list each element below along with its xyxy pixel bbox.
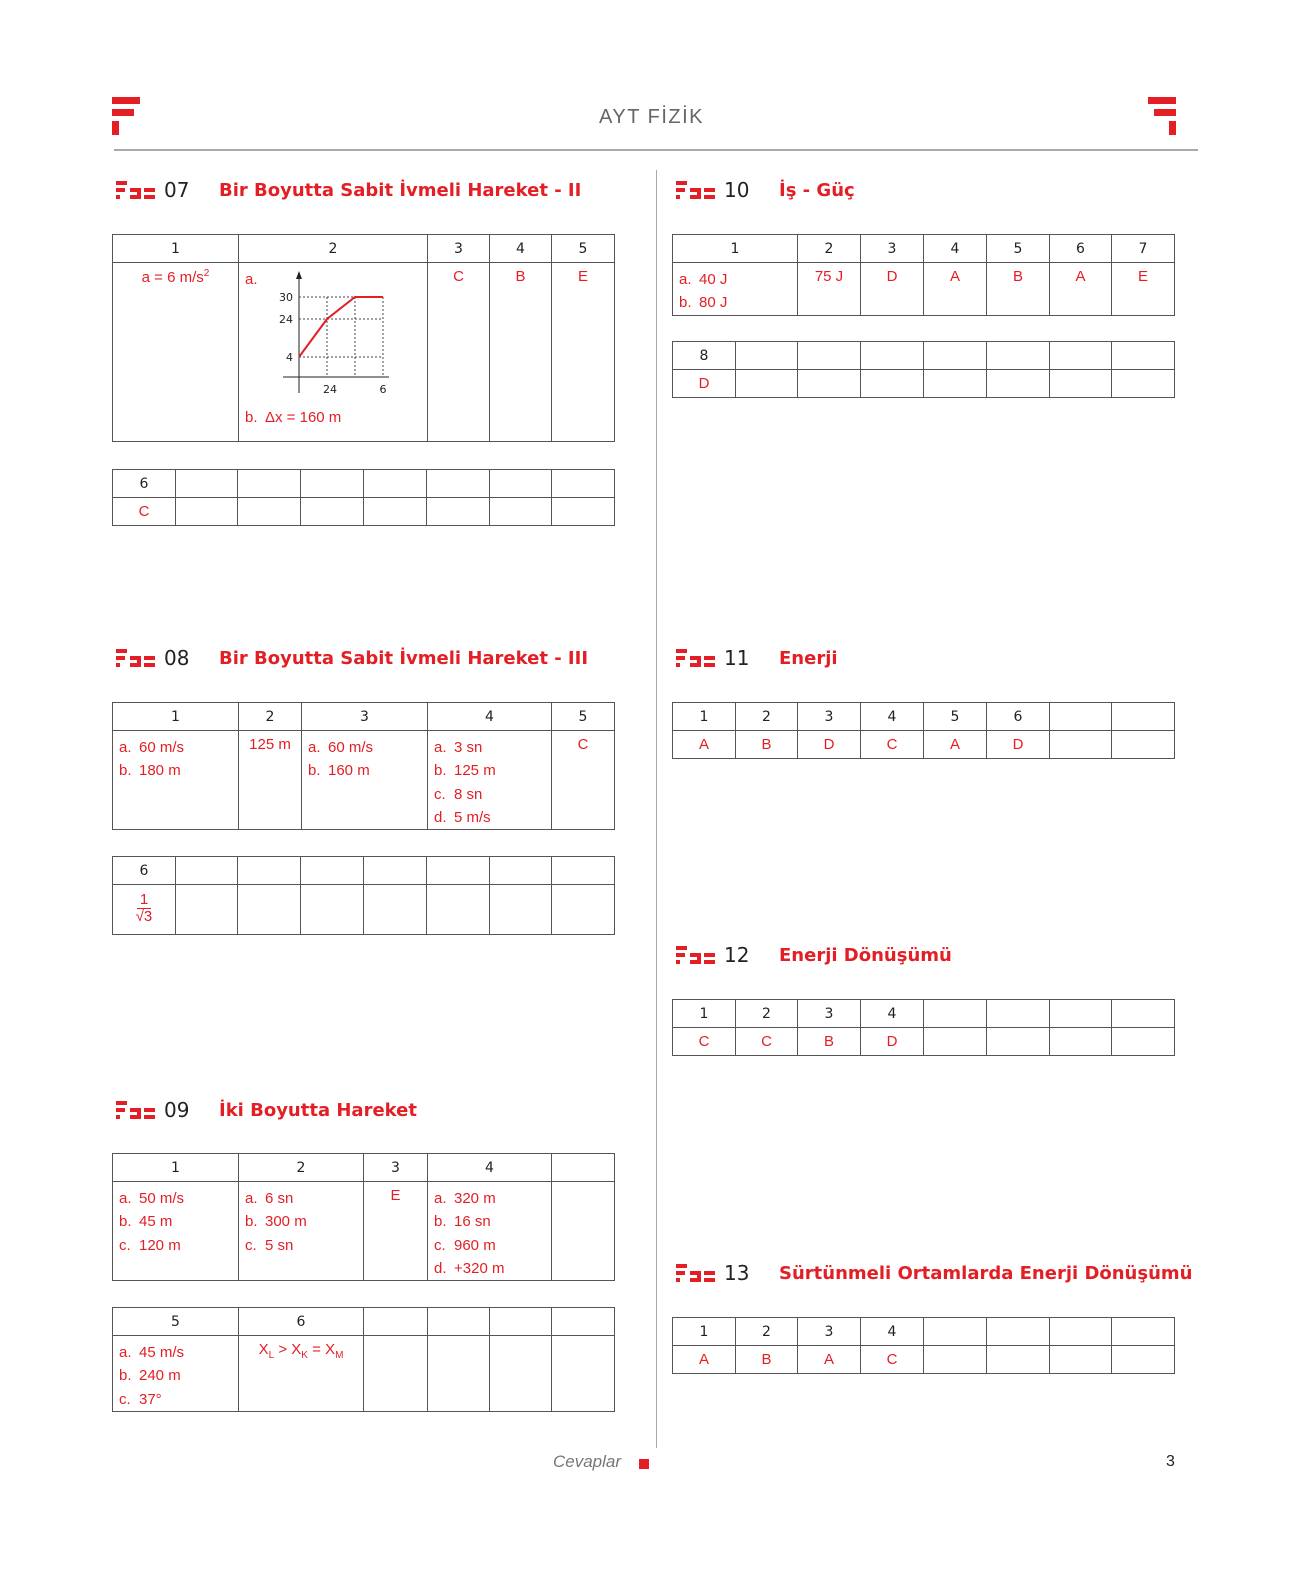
section-title: Enerji (779, 647, 838, 669)
answer-text: 5 sn (265, 1236, 294, 1254)
answer-letter: d. (434, 808, 447, 826)
question-number: 4 (861, 1000, 924, 1028)
answer-table-13 (672, 1317, 1175, 1374)
answer-text: 160 m (328, 762, 370, 780)
answer-cell (428, 1182, 552, 1281)
empty-cell (238, 498, 301, 526)
question-number: 3 (798, 1000, 861, 1028)
section-title: Enerji Dönüşümü (779, 944, 952, 966)
answer-table-08-a (112, 702, 615, 830)
empty-cell (176, 857, 238, 885)
empty-cell (552, 885, 615, 935)
answer-line (679, 268, 797, 291)
empty-cell (301, 857, 364, 885)
faz-logo-icon (676, 649, 716, 667)
question-number: 7 (1112, 235, 1175, 263)
answer-letter: b. (245, 1213, 258, 1231)
answer-letter: a. (434, 739, 447, 756)
answer-text: 37° (139, 1390, 162, 1408)
empty-cell (1112, 1028, 1175, 1056)
empty-cell (736, 342, 798, 370)
answer-line (119, 1234, 238, 1257)
answer-cell (239, 1182, 364, 1281)
empty-cell (428, 1336, 490, 1412)
answer-line (119, 1210, 238, 1233)
empty-cell (364, 857, 427, 885)
formula-var: X (258, 1341, 269, 1358)
answer-text: Δx = 160 m (265, 409, 342, 426)
answer-cell (113, 885, 176, 935)
answer-cell: A (1050, 263, 1112, 316)
answer-cell: D (673, 370, 736, 398)
answer-table-07-a (112, 234, 615, 442)
formula-var: X (325, 1341, 336, 1358)
empty-cell (301, 470, 364, 498)
empty-cell (987, 1346, 1050, 1374)
section-number: 07 (164, 178, 190, 202)
answer-cell: 125 m (239, 731, 302, 830)
faz-logo-icon (676, 181, 716, 199)
right-corner-logo (1148, 97, 1178, 139)
answer-line (434, 783, 551, 806)
empty-cell (924, 342, 987, 370)
question-number: 5 (552, 235, 615, 263)
answer-table-11 (672, 702, 1175, 759)
section-number: 11 (724, 646, 750, 670)
answer-text: 8 sn (454, 785, 483, 803)
answer-letter: b. (434, 762, 447, 780)
section-11-heading (676, 643, 838, 673)
answer-cell (428, 731, 552, 830)
answer-text: 3 sn (454, 739, 483, 756)
section-10-heading (676, 175, 855, 205)
empty-cell (552, 857, 615, 885)
empty-cell (552, 470, 615, 498)
answer-text: 125 m (454, 762, 496, 780)
answer-cell: D (861, 263, 924, 316)
empty-cell (1112, 1346, 1175, 1374)
section-number: 08 (164, 646, 190, 670)
question-number: 2 (239, 235, 428, 263)
question-number: 5 (113, 1308, 239, 1336)
answer-table-10-b (672, 341, 1175, 398)
answer-letter: a. (245, 1190, 258, 1207)
answer-cell: E (552, 263, 615, 442)
footer-label: Cevaplar (553, 1452, 622, 1471)
answer-cell: D (987, 731, 1050, 759)
empty-cell (552, 1154, 615, 1182)
question-number: 5 (924, 703, 987, 731)
answer-cell: C (673, 1028, 736, 1056)
faz-logo-icon (676, 1264, 716, 1282)
empty-cell (1050, 1318, 1112, 1346)
empty-cell (552, 1182, 615, 1281)
question-number: 8 (673, 342, 736, 370)
answer-cell: C (861, 1346, 924, 1374)
answer-cell: D (861, 1028, 924, 1056)
question-number: 4 (861, 703, 924, 731)
answer-text: 320 m (454, 1190, 496, 1207)
answer-table-12 (672, 999, 1175, 1056)
answer-cell: A (673, 1346, 736, 1374)
empty-cell (924, 1318, 987, 1346)
answer-text: 6 sn (265, 1190, 294, 1207)
answer-cell-graph (239, 263, 428, 442)
column-divider (656, 170, 657, 1448)
answer-cell (302, 731, 428, 830)
answer-cell: E (364, 1182, 428, 1281)
empty-cell (301, 498, 364, 526)
faz-logo-icon (116, 1101, 156, 1119)
answer-cell (113, 1182, 239, 1281)
empty-cell (427, 498, 490, 526)
answer-text: 60 m/s (139, 739, 185, 756)
fraction-denominator: √3 (135, 908, 153, 925)
question-number: 2 (798, 235, 861, 263)
empty-cell (238, 857, 301, 885)
answer-table-07-b (112, 469, 615, 526)
answer-text: 5 m/s (454, 808, 491, 826)
answer-line (119, 1187, 238, 1210)
answer-text: 45 m (139, 1213, 173, 1231)
answer-cell: B (987, 263, 1050, 316)
formula-sub: M (335, 1350, 344, 1361)
question-number: 6 (1050, 235, 1112, 263)
section-title: Bir Boyutta Sabit İvmeli Hareket - II (219, 179, 582, 201)
question-number: 1 (113, 235, 239, 263)
answer-line (119, 1388, 238, 1411)
empty-cell (924, 1000, 987, 1028)
empty-cell (1112, 1318, 1175, 1346)
answer-text: 120 m (139, 1236, 181, 1254)
empty-cell (987, 1318, 1050, 1346)
answer-letter: c. (434, 1236, 446, 1254)
graph-y-tick: 30 (279, 291, 293, 304)
answer-line (308, 759, 427, 782)
answer-cell (673, 263, 798, 316)
answer-cell: C (861, 731, 924, 759)
answer-cell: B (736, 1346, 798, 1374)
answer-cell (239, 1336, 364, 1412)
answer-letter: b. (119, 1213, 132, 1231)
section-12-heading (676, 940, 952, 970)
answer-letter: c. (434, 785, 446, 803)
question-number: 1 (673, 235, 798, 263)
answer-letter: b. (119, 1367, 132, 1385)
empty-cell (1050, 703, 1112, 731)
answer-letter: c. (245, 1236, 257, 1254)
answer-line (434, 1210, 551, 1233)
section-09-heading (116, 1095, 417, 1125)
empty-cell (427, 857, 490, 885)
fraction-numerator: 1 (137, 892, 151, 909)
empty-cell (798, 370, 861, 398)
empty-cell (176, 885, 238, 935)
answer-text: 60 m/s (328, 739, 374, 756)
empty-cell (924, 1028, 987, 1056)
formula-op: > (274, 1341, 292, 1358)
answer-letter: a. (119, 1344, 132, 1361)
section-number: 10 (724, 178, 750, 202)
page-number: 3 (1166, 1453, 1175, 1470)
empty-cell (428, 1308, 490, 1336)
answer-letter: b. (308, 762, 321, 780)
answer-line (119, 1341, 238, 1364)
empty-cell (490, 1308, 552, 1336)
question-number: 5 (987, 235, 1050, 263)
question-number: 6 (987, 703, 1050, 731)
answer-line (434, 1257, 551, 1280)
answer-text: 80 J (699, 294, 728, 312)
answer-text: 960 m (454, 1236, 496, 1254)
header-divider (114, 149, 1198, 151)
answer-line (119, 736, 238, 759)
answer-line (679, 291, 797, 314)
empty-cell (1112, 1000, 1175, 1028)
empty-cell (552, 1308, 615, 1336)
empty-cell (427, 885, 490, 935)
empty-cell (861, 370, 924, 398)
empty-cell (1112, 731, 1175, 759)
answer-table-08-b (112, 856, 615, 935)
empty-cell (364, 1308, 428, 1336)
answer-text: 240 m (139, 1367, 181, 1385)
answer-letter: b. (245, 409, 258, 426)
answer-line (308, 736, 427, 759)
question-number: 3 (364, 1154, 428, 1182)
empty-cell (861, 342, 924, 370)
empty-cell (552, 1336, 615, 1412)
question-number: 4 (861, 1318, 924, 1346)
formula-var: X (291, 1341, 302, 1358)
section-title: Bir Boyutta Sabit İvmeli Hareket - III (219, 647, 589, 669)
empty-cell (364, 470, 427, 498)
page-header-title: AYT FİZİK (599, 106, 704, 128)
answer-label: a. (245, 271, 258, 288)
answer-table-10-a (672, 234, 1175, 316)
answer-cell: C (428, 263, 490, 442)
answer-text: 300 m (265, 1213, 307, 1231)
faz-logo-icon (676, 946, 716, 964)
formula-op: = (307, 1341, 326, 1358)
answer-table-09-a (112, 1153, 615, 1281)
empty-cell (364, 885, 427, 935)
question-number: 6 (113, 470, 176, 498)
question-number: 2 (736, 703, 798, 731)
empty-cell (1050, 370, 1112, 398)
faz-logo-icon (116, 181, 156, 199)
answer-letter: a. (679, 271, 692, 288)
question-number: 4 (428, 703, 552, 731)
answer-line (119, 759, 238, 782)
empty-cell (924, 370, 987, 398)
question-number: 6 (113, 857, 176, 885)
section-13-heading (676, 1258, 1192, 1288)
answer-cell: C (736, 1028, 798, 1056)
answer-cell (113, 731, 239, 830)
section-title: Sürtünmeli Ortamlarda Enerji Dönüşümü (779, 1262, 1193, 1284)
answer-table-09-b (112, 1307, 615, 1412)
section-07-heading (116, 175, 581, 205)
empty-cell (176, 498, 238, 526)
answer-cell: C (113, 498, 176, 526)
answer-letter: a. (308, 739, 321, 756)
empty-cell (987, 1028, 1050, 1056)
question-number: 3 (302, 703, 428, 731)
empty-cell (301, 885, 364, 935)
empty-cell (490, 1336, 552, 1412)
empty-cell (490, 470, 552, 498)
section-title: İki Boyutta Hareket (219, 1099, 417, 1121)
answer-text: 180 m (139, 762, 181, 780)
empty-cell (798, 342, 861, 370)
question-number: 3 (428, 235, 490, 263)
answer-text: 45 m/s (139, 1344, 185, 1361)
footer-square-icon (639, 1459, 649, 1469)
answer-line (434, 736, 551, 759)
empty-cell (490, 857, 552, 885)
answer-line (245, 1234, 363, 1257)
empty-cell (176, 470, 238, 498)
empty-cell (427, 470, 490, 498)
answer-cell: B (490, 263, 552, 442)
answer-line (434, 1187, 551, 1210)
empty-cell (490, 498, 552, 526)
question-number: 1 (673, 1318, 736, 1346)
empty-cell (1050, 1000, 1112, 1028)
answer-cell (113, 263, 239, 442)
answer-exponent: 2 (203, 268, 210, 279)
empty-cell (238, 470, 301, 498)
answer-cell: A (924, 731, 987, 759)
answer-letter: a. (119, 1190, 132, 1207)
question-number: 6 (239, 1308, 364, 1336)
empty-cell (1050, 731, 1112, 759)
formula-sub: L (268, 1350, 275, 1361)
empty-cell (987, 342, 1050, 370)
answer-cell: 75 J (798, 263, 861, 316)
answer-cell: A (673, 731, 736, 759)
question-number: 3 (798, 703, 861, 731)
answer-line (434, 759, 551, 782)
question-number: 1 (113, 1154, 239, 1182)
question-number: 2 (239, 1154, 364, 1182)
formula-sub: K (301, 1350, 308, 1361)
answer-line (119, 1364, 238, 1387)
question-number: 2 (239, 703, 302, 731)
answer-line (434, 806, 551, 829)
answer-cell: A (798, 1346, 861, 1374)
empty-cell (238, 885, 301, 935)
section-number: 13 (724, 1261, 750, 1285)
answer-text: +320 m (454, 1259, 505, 1277)
graph-y-tick: 24 (279, 313, 293, 326)
section-number: 12 (724, 943, 750, 967)
empty-cell (987, 1000, 1050, 1028)
answer-text: a = 6 m/s (141, 269, 204, 286)
answer-line (434, 1234, 551, 1257)
answer-line (245, 1210, 363, 1233)
question-number: 2 (736, 1318, 798, 1346)
empty-cell (1112, 370, 1175, 398)
answer-cell: A (924, 263, 987, 316)
empty-cell (1112, 703, 1175, 731)
graph-x-tick: 24 (323, 383, 337, 396)
graph-y-tick: 4 (286, 351, 293, 364)
question-number: 3 (798, 1318, 861, 1346)
answer-letter: a. (119, 739, 132, 756)
question-number: 1 (673, 703, 736, 731)
section-title: İş - Güç (779, 179, 855, 201)
velocity-time-graph (259, 269, 389, 399)
empty-cell (552, 498, 615, 526)
empty-cell (924, 1346, 987, 1374)
question-number: 4 (428, 1154, 552, 1182)
empty-cell (490, 885, 552, 935)
answer-cell: B (736, 731, 798, 759)
answer-text: 40 J (699, 271, 728, 288)
answer-letter: d. (434, 1259, 447, 1277)
section-08-heading (116, 643, 588, 673)
question-number: 1 (673, 1000, 736, 1028)
question-number: 4 (490, 235, 552, 263)
empty-cell (364, 1336, 428, 1412)
empty-cell (1050, 342, 1112, 370)
question-number: 2 (736, 1000, 798, 1028)
empty-cell (364, 498, 427, 526)
fraction (136, 892, 153, 925)
answer-text: 16 sn (454, 1213, 491, 1231)
question-number: 3 (861, 235, 924, 263)
answer-cell: C (552, 731, 615, 830)
empty-cell (736, 370, 798, 398)
answer-cell: E (1112, 263, 1175, 316)
graph-x-tick: 6 (379, 383, 387, 396)
answer-cell: D (798, 731, 861, 759)
question-number: 1 (113, 703, 239, 731)
question-number: 4 (924, 235, 987, 263)
section-number: 09 (164, 1098, 190, 1122)
answer-text: 50 m/s (139, 1190, 185, 1207)
answer-letter: b. (119, 762, 132, 780)
empty-cell (1050, 1028, 1112, 1056)
answer-cell: B (798, 1028, 861, 1056)
answer-letter: c. (119, 1390, 131, 1408)
answer-letter: b. (434, 1213, 447, 1231)
answer-letter: a. (434, 1190, 447, 1207)
faz-logo-icon (116, 649, 156, 667)
empty-cell (1050, 1346, 1112, 1374)
answer-line (245, 406, 341, 429)
answer-line (245, 1187, 363, 1210)
empty-cell (987, 370, 1050, 398)
answer-cell (113, 1336, 239, 1412)
empty-cell (1112, 342, 1175, 370)
question-number: 5 (552, 703, 615, 731)
answer-letter: b. (679, 294, 692, 312)
answer-letter: c. (119, 1236, 131, 1254)
